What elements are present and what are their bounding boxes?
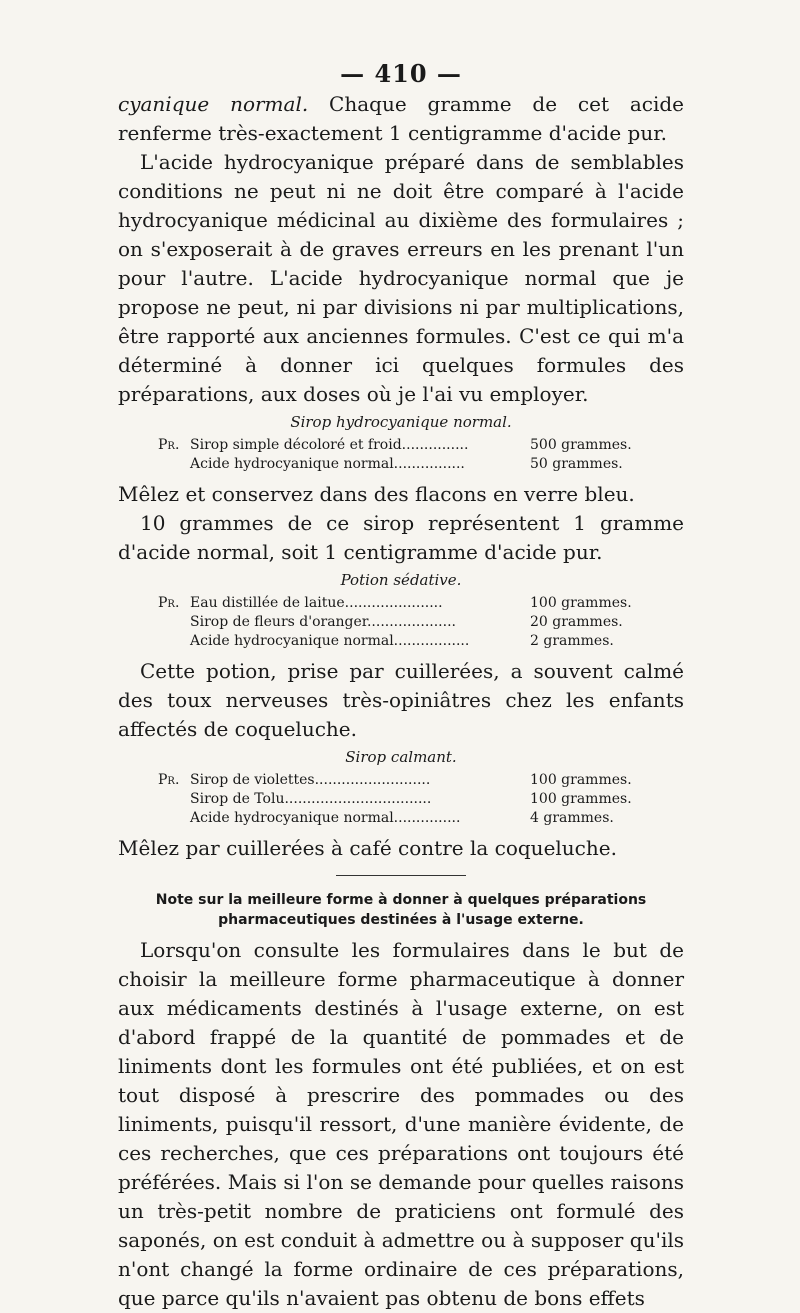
paragraph-6: Mêlez par cuillerées à café contre la coqueluche. bbox=[118, 836, 617, 860]
recipe-ingredient: Pr. Eau distillée de laitue...................... bbox=[158, 595, 443, 611]
recipe-row bbox=[158, 809, 658, 828]
recipe-quantity: 500 grammes. bbox=[530, 437, 632, 453]
recipe-quantity: 2 grammes. bbox=[530, 633, 614, 649]
recipe-ingredient: Sirop de fleurs d'oranger.................... bbox=[190, 614, 456, 630]
recipe-quantity: 100 grammes. bbox=[530, 772, 632, 788]
recipe-ingredient: Acide hydrocyanique normal................. bbox=[190, 633, 470, 649]
paragraph-1-italic: cyanique normal. bbox=[118, 92, 309, 116]
section-title: Note sur la meilleure forme à donner à quelques préparations pharmaceutiques destinées à l'usage externe. bbox=[155, 892, 647, 928]
recipe-row bbox=[158, 436, 658, 455]
recipe-title-1: Sirop hydrocyanique normal. bbox=[290, 413, 512, 431]
paragraph-2: L'acide hydrocyanique préparé dans de semblables conditions ne peut ni ne doit être comparé à l'acide hydrocyanique médicinal au dixième des formulaires ; on s'exposerait à de graves erreurs en les prenant l'un pour l'autre. L'acide hydrocyanique normal que je propose ne peut, ni par divisions ni par multiplications, être rapporté aux anciennes formules. C'est ce qui m'a déterminé à donner ici quelques formules des préparations, aux doses où je l'ai vu employer. bbox=[118, 150, 684, 406]
paragraph-7: Lorsqu'on consulte les formulaires dans le but de choisir la meilleure forme pharmaceutique à donner aux médicaments destinés à l'usage externe, on est d'abord frappé de la quantité de pommades et de liniments dont les formules ont été publiées, et on est tout disposé à prescrire des pommades ou des liniments, puisqu'il ressort, d'une manière évidente, de ces recherches, que ces préparations ont toujours été préférées. Mais si l'on se demande pour quelles raisons un très-petit nombre de praticiens ont formulé des saponés, on est conduit à admettre ou à supposer qu'ils n'ont changé la forme ordinaire de ces préparations, que parce qu'ils n'avaient pas obtenu de bons effets bbox=[118, 938, 684, 1310]
recipe-ingredient: Pr. Sirop de violettes.......................... bbox=[158, 772, 431, 788]
recipe-quantity: 100 grammes. bbox=[530, 595, 632, 611]
paragraph-3: Mêlez et conservez dans des flacons en verre bleu. bbox=[118, 482, 635, 506]
recipe-row bbox=[158, 771, 658, 790]
recipe-title-3: Sirop calmant. bbox=[345, 748, 457, 766]
page bbox=[118, 58, 684, 1313]
page-number: — 410 — bbox=[340, 59, 462, 88]
recipe-row bbox=[158, 613, 658, 632]
recipe-quantity: 100 grammes. bbox=[530, 791, 632, 807]
recipe-ingredient: Pr. Sirop simple décoloré et froid............... bbox=[158, 437, 469, 453]
recipe-1 bbox=[158, 436, 658, 474]
recipe-title-2: Potion sédative. bbox=[340, 571, 462, 589]
paragraph-1-text: Chaque gramme de cet acide renferme très-exactement 1 centigramme d'acide pur. bbox=[118, 92, 685, 145]
recipe-3 bbox=[158, 771, 658, 828]
paragraph-1 bbox=[118, 90, 684, 148]
recipe-row bbox=[158, 594, 658, 613]
recipe-ingredient: Sirop de Tolu................................. bbox=[190, 791, 432, 807]
recipe-quantity: 4 grammes. bbox=[530, 810, 614, 826]
paragraph-5: Cette potion, prise par cuillerées, a souvent calmé des toux nerveuses très-opiniâtres chez les enfants affectés de coqueluche. bbox=[118, 659, 684, 741]
recipe-row bbox=[158, 455, 658, 474]
recipe-ingredient: Acide hydrocyanique normal................ bbox=[190, 456, 465, 472]
recipe-ingredient: Acide hydrocyanique normal............... bbox=[190, 810, 461, 826]
recipe-row bbox=[158, 632, 658, 651]
recipe-quantity: 20 grammes. bbox=[530, 614, 623, 630]
recipe-2 bbox=[158, 594, 658, 651]
recipe-row bbox=[158, 790, 658, 809]
section-divider bbox=[336, 875, 466, 876]
paragraph-4: 10 grammes de ce sirop représentent 1 gramme d'acide normal, soit 1 centigramme d'acide pur. bbox=[118, 511, 684, 564]
recipe-quantity: 50 grammes. bbox=[530, 456, 623, 472]
